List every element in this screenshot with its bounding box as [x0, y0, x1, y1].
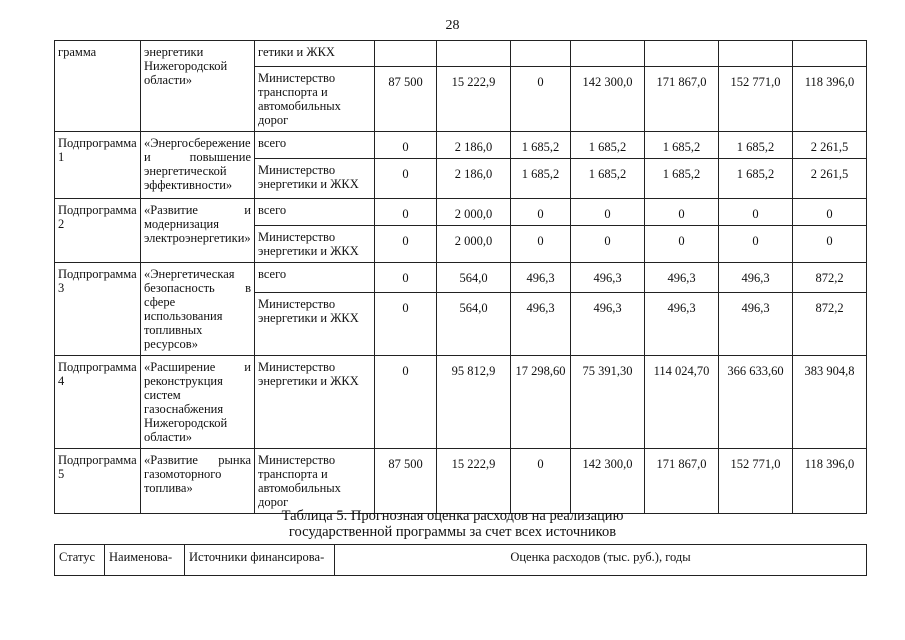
row-value-cell: 0: [645, 226, 719, 263]
table-row: [55, 132, 867, 159]
row-value-cell: 1 685,2: [719, 159, 793, 199]
row-value-cell: [437, 41, 511, 67]
row-value-cell: 2 186,0: [437, 132, 511, 159]
table-5-header: [54, 544, 867, 576]
row-value-cell: [375, 41, 437, 67]
row-value-cell: 2 186,0: [437, 159, 511, 199]
row-status: Подпрограмма 1: [55, 132, 141, 199]
row-program-name: энергетики Нижегородской области»: [141, 41, 255, 132]
row-value-cell: 0: [571, 226, 645, 263]
row-value-cell: 496,3: [571, 263, 645, 293]
row-value-cell: 0: [793, 199, 867, 226]
row-value-cell: 1 685,2: [571, 159, 645, 199]
row-value-cell: 15 222,9: [437, 449, 511, 514]
subprogram-funding-table: [54, 40, 867, 514]
caption-line-2: государственной программы за счет всех источников: [288, 524, 617, 540]
row-value-cell: 2 000,0: [437, 226, 511, 263]
row-status: Подпрограмма 4: [55, 356, 141, 449]
table-5-header-row: [55, 545, 867, 576]
row-value-cell: 0: [375, 292, 437, 355]
row-value-cell: 0: [375, 159, 437, 199]
table-row: [55, 449, 867, 514]
row-value-cell: 0: [645, 199, 719, 226]
row-funding-source: всего: [255, 132, 375, 159]
row-value-cell: [645, 41, 719, 67]
row-value-cell: 872,2: [793, 263, 867, 293]
row-value-cell: 2 261,5: [793, 132, 867, 159]
row-value-cell: 1 685,2: [511, 159, 571, 199]
row-value-cell: 872,2: [793, 292, 867, 355]
row-value-cell: 114 024,70: [645, 356, 719, 449]
row-value-cell: 0: [719, 226, 793, 263]
header-source: Источники финансирова-: [185, 545, 335, 576]
row-value-cell: 0: [511, 67, 571, 132]
row-funding-source: Министерство транспорта и автомобильных дорог: [255, 67, 375, 132]
row-value-cell: 0: [719, 199, 793, 226]
header-name: Наименова-: [105, 545, 185, 576]
row-value-cell: 87 500: [375, 449, 437, 514]
row-value-cell: 496,3: [511, 263, 571, 293]
row-value-cell: 1 685,2: [719, 132, 793, 159]
row-value-cell: [571, 41, 645, 67]
row-program-name: «Расширение и реконструкция систем газоснабжения Нижегородской области»: [141, 356, 255, 449]
row-program-name: «Развитие и модернизация электроэнергетики»: [141, 199, 255, 263]
row-value-cell: 496,3: [645, 263, 719, 293]
row-program-name: «Развитие рынка газомоторного топлива»: [141, 449, 255, 514]
row-value-cell: 142 300,0: [571, 67, 645, 132]
row-value-cell: 0: [793, 226, 867, 263]
row-value-cell: 1 685,2: [511, 132, 571, 159]
row-funding-source: всего: [255, 263, 375, 293]
table-5-caption: [0, 508, 905, 540]
row-program-name: «Энергетическая безопасность в сфере использования топливных ресурсов»: [141, 263, 255, 356]
row-value-cell: 1 685,2: [645, 132, 719, 159]
row-value-cell: 118 396,0: [793, 67, 867, 132]
header-estimate: Оценка расходов (тыс. руб.), годы: [335, 545, 867, 576]
row-value-cell: 0: [375, 199, 437, 226]
row-value-cell: 0: [511, 199, 571, 226]
row-value-cell: 171 867,0: [645, 449, 719, 514]
row-value-cell: 496,3: [719, 263, 793, 293]
row-value-cell: [793, 41, 867, 67]
row-value-cell: 0: [375, 226, 437, 263]
row-value-cell: 171 867,0: [645, 67, 719, 132]
row-funding-source: Министерство энергетики и ЖКХ: [255, 292, 375, 355]
row-value-cell: 366 633,60: [719, 356, 793, 449]
row-value-cell: 564,0: [437, 263, 511, 293]
row-value-cell: 15 222,9: [437, 67, 511, 132]
row-value-cell: 118 396,0: [793, 449, 867, 514]
row-value-cell: 0: [511, 226, 571, 263]
row-value-cell: 142 300,0: [571, 449, 645, 514]
row-status: Подпрограмма 2: [55, 199, 141, 263]
row-value-cell: 17 298,60: [511, 356, 571, 449]
row-value-cell: 0: [511, 449, 571, 514]
page-number: 28: [445, 18, 460, 33]
row-value-cell: [511, 41, 571, 67]
row-value-cell: 75 391,30: [571, 356, 645, 449]
row-value-cell: 0: [375, 132, 437, 159]
caption-line-1: Таблица 5. Прогнозная оценка расходов на реализацию: [281, 508, 624, 524]
row-value-cell: 496,3: [571, 292, 645, 355]
row-funding-source: гетики и ЖКХ: [255, 41, 375, 67]
row-value-cell: 2 261,5: [793, 159, 867, 199]
row-status: Подпрограмма 5: [55, 449, 141, 514]
row-value-cell: 2 000,0: [437, 199, 511, 226]
row-value-cell: 152 771,0: [719, 449, 793, 514]
row-status: грамма: [55, 41, 141, 132]
table-row: [55, 263, 867, 293]
row-funding-source: Министерство энергетики и ЖКХ: [255, 159, 375, 199]
table-row: [55, 356, 867, 449]
row-funding-source: Министерство энергетики и ЖКХ: [255, 356, 375, 449]
row-program-name: «Энергосбережение и повышение энергетической эффективности»: [141, 132, 255, 199]
table-row: [55, 41, 867, 67]
row-value-cell: 95 812,9: [437, 356, 511, 449]
row-value-cell: [719, 41, 793, 67]
row-value-cell: 1 685,2: [571, 132, 645, 159]
row-value-cell: 383 904,8: [793, 356, 867, 449]
row-value-cell: 0: [571, 199, 645, 226]
row-status: Подпрограмма 3: [55, 263, 141, 356]
row-value-cell: 496,3: [719, 292, 793, 355]
row-value-cell: 496,3: [645, 292, 719, 355]
row-value-cell: 152 771,0: [719, 67, 793, 132]
row-funding-source: Министерство транспорта и автомобильных дорог: [255, 449, 375, 514]
row-value-cell: 0: [375, 263, 437, 293]
row-funding-source: всего: [255, 199, 375, 226]
row-value-cell: 1 685,2: [645, 159, 719, 199]
row-value-cell: 496,3: [511, 292, 571, 355]
row-funding-source: Министерство энергетики и ЖКХ: [255, 226, 375, 263]
row-value-cell: 87 500: [375, 67, 437, 132]
row-value-cell: 0: [375, 356, 437, 449]
header-status: Статус: [55, 545, 105, 576]
row-value-cell: 564,0: [437, 292, 511, 355]
table-row: [55, 199, 867, 226]
